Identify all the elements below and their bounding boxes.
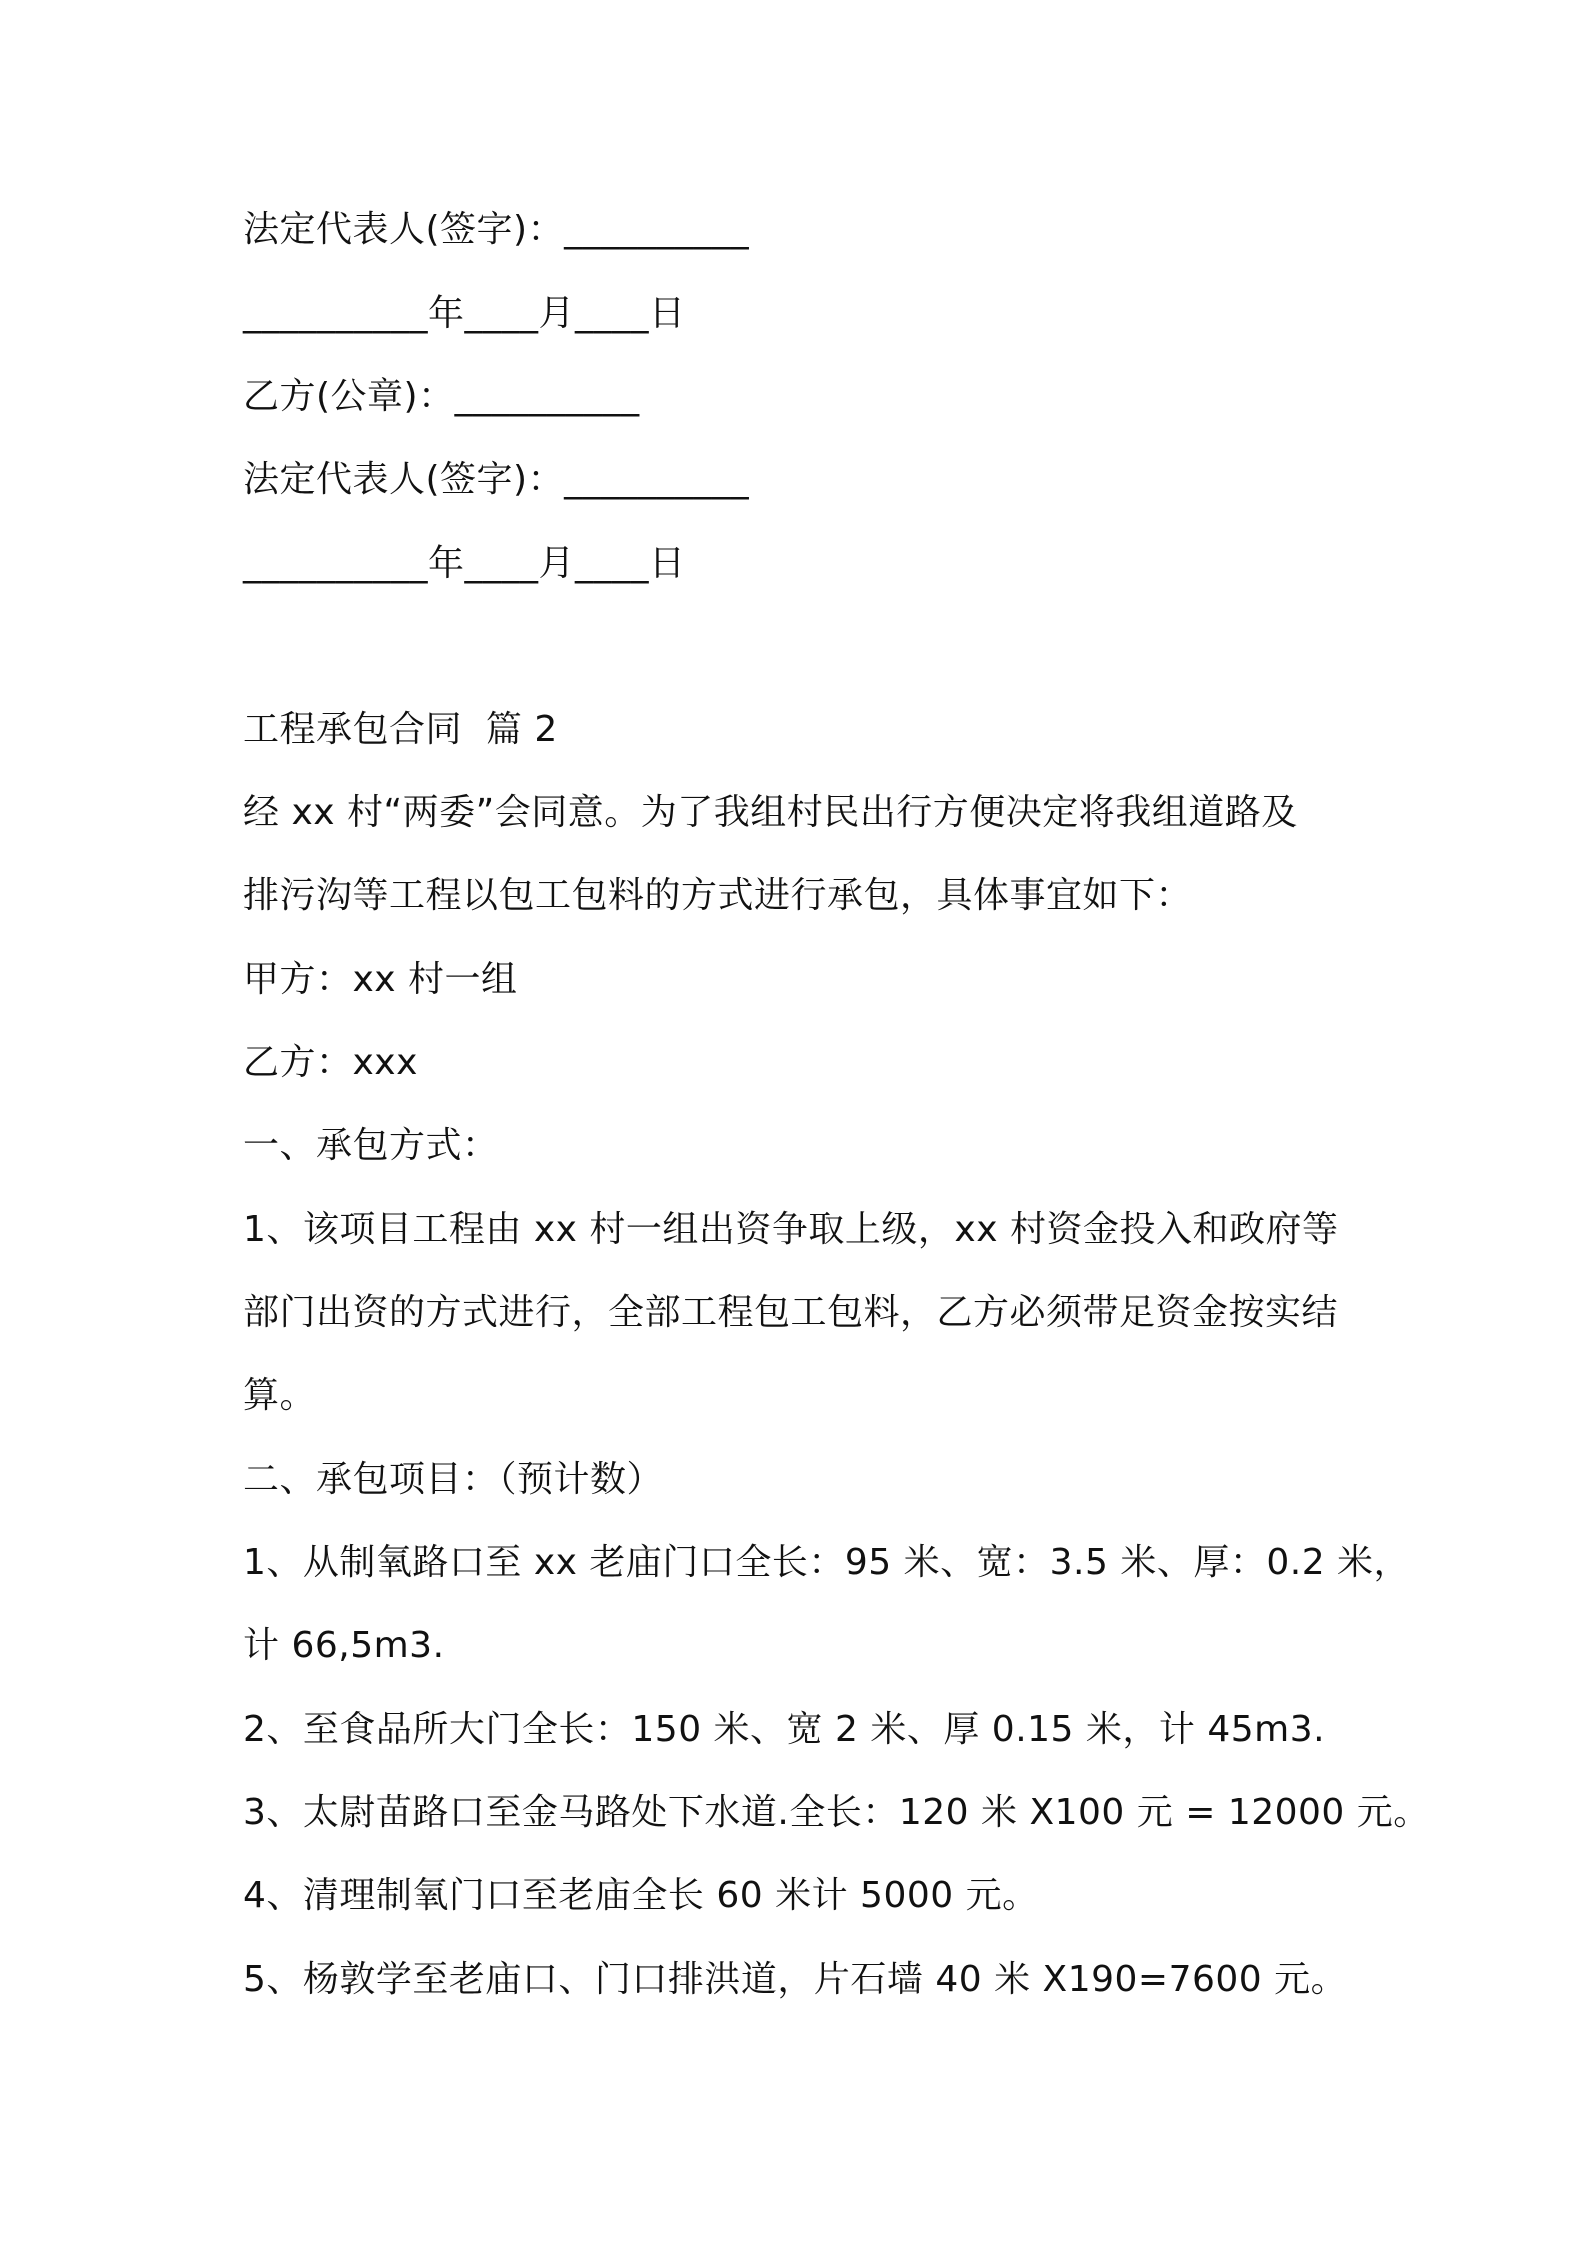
project-item-1-line-2: 计 66,5m3. bbox=[243, 1625, 445, 1666]
party-b-seal: 乙方(公章)：__________ bbox=[243, 376, 640, 417]
intro-paragraph-line-2: 排污沟等工程以包工包料的方式进行承包，具体事宜如下： bbox=[243, 875, 1193, 916]
method-item-1-line-3: 算。 bbox=[243, 1375, 317, 1416]
project-item-3: 3、太尉苗路口至金马路处下水道.全长：120 米 X100 元 = 12000 元。 bbox=[243, 1792, 1430, 1833]
intro-paragraph-line-1: 经 xx 村“两委”会同意。为了我组村民出行方便决定将我组道路及 bbox=[243, 792, 1298, 833]
party-b-representative-signature: 法定代表人(签字)：__________ bbox=[243, 459, 750, 500]
section-title: 工程承包合同 篇 2 bbox=[243, 709, 558, 750]
method-item-1-line-1: 1、该项目工程由 xx 村一组出资争取上级，xx 村资金投入和政府等 bbox=[243, 1209, 1339, 1250]
party-a-line: 甲方：xx 村一组 bbox=[243, 959, 518, 1000]
party-b-line: 乙方：xxx bbox=[243, 1042, 418, 1083]
party-a-representative-signature: 法定代表人(签字)：__________ bbox=[243, 209, 750, 250]
heading-contract-items: 二、承包项目：（预计数） bbox=[243, 1459, 664, 1500]
party-b-date: __________年____月____日 bbox=[243, 543, 686, 584]
party-a-date: __________年____月____日 bbox=[243, 293, 686, 334]
project-item-4: 4、清理制氧门口至老庙全长 60 米计 5000 元。 bbox=[243, 1875, 1039, 1916]
method-item-1-line-2: 部门出资的方式进行，全部工程包工包料，乙方必须带足资金按实结 bbox=[243, 1292, 1339, 1333]
project-item-2: 2、至食品所大门全长：150 米、宽 2 米、厚 0.15 米，计 45m3. bbox=[243, 1709, 1326, 1750]
project-item-5: 5、杨敦学至老庙口、门口排洪道，片石墙 40 米 X190=7600 元。 bbox=[243, 1959, 1348, 2000]
heading-contract-method: 一、承包方式： bbox=[243, 1125, 499, 1166]
project-item-1-line-1: 1、从制氧路口至 xx 老庙门口全长：95 米、宽：3.5 米、厚：0.2 米， bbox=[243, 1542, 1411, 1583]
